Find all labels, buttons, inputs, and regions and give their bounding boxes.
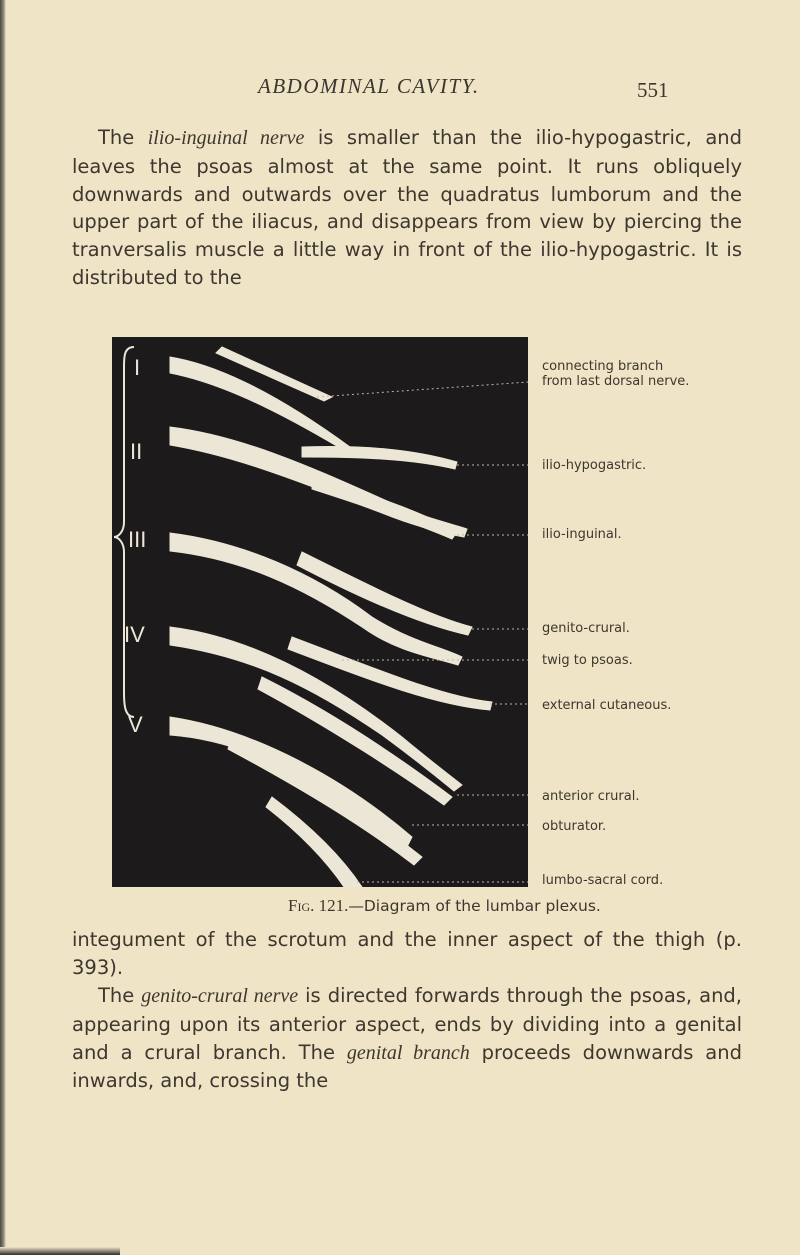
- label-external-cutaneous: external cutaneous.: [542, 698, 672, 713]
- ilio-hypogastric-nerve: [302, 447, 457, 469]
- paragraph-text: The: [98, 126, 148, 149]
- page-bottom-shadow: [0, 1247, 120, 1255]
- ilio-inguinal-nerve: [312, 477, 457, 539]
- term-genital-branch: genital branch: [346, 1041, 470, 1064]
- paragraph-text: is smaller than the ilio-hypogastric, and leaves the psoas almost at the same point. It runs obliquely downwards and outwards over the quadratus lumborum and the upper part of the iliacus, and disappears from view by piercing the tranversalis muscle a little way in front of the ilio-hypogastric. It is distributed to the: [72, 126, 743, 289]
- page-number: 551: [637, 78, 669, 102]
- term-genito-crural: genito-crural nerve: [141, 985, 299, 1007]
- running-head: ABDOMINAL CAVITY.: [258, 74, 480, 98]
- label-obturator: obturator.: [542, 819, 607, 834]
- label-ilio-inguinal: ilio-inguinal.: [542, 527, 622, 542]
- label-ilio-hypogastric: ilio-hypogastric.: [542, 458, 647, 473]
- vertebra-label-1: I: [134, 355, 141, 380]
- paragraph-genito-crural: [72, 982, 742, 1095]
- page-edge: [0, 0, 6, 1255]
- paragraph-text: is directed forwards through the psoas, and, appearing upon its anterior aspect, ends by dividing into a genital and a crural branch. The: [72, 984, 742, 1064]
- label-genito-crural: genito-crural.: [542, 621, 630, 636]
- term-ilio-inguinal: ilio-inguinal nerve: [147, 127, 305, 149]
- vertebra-label-4: IV: [124, 622, 145, 647]
- caption-text: —Diagram of the lumbar plexus.: [348, 897, 601, 915]
- paragraph-ilio-inguinal: [72, 124, 742, 292]
- label-connecting-branch: connecting branch from last dorsal nerve.: [542, 359, 690, 389]
- figure-caption: [288, 896, 601, 916]
- vertebra-label-5: V: [128, 712, 143, 737]
- label-twig-to-psoas: twig to psoas.: [542, 653, 633, 668]
- label-anterior-crural: anterior crural.: [542, 789, 640, 804]
- paragraph-text: The: [98, 984, 142, 1007]
- caption-figure-number: Fig. 121.: [288, 896, 349, 915]
- lumbar-plexus-diagram: [112, 337, 528, 887]
- paragraph-text: proceeds downwards and inwards, and, crossing the: [72, 1040, 742, 1093]
- paragraph-continuation: integument of the scrotum and the inner aspect of the thigh (p. 393).: [72, 928, 742, 979]
- label-lumbo-sacral-cord: lumbo-sacral cord.: [542, 873, 664, 888]
- external-cutaneous-nerve: [288, 637, 492, 710]
- vertebra-label-2: II: [130, 439, 143, 464]
- diagram-svg: [112, 337, 528, 887]
- vertebra-label-3: III: [128, 527, 147, 552]
